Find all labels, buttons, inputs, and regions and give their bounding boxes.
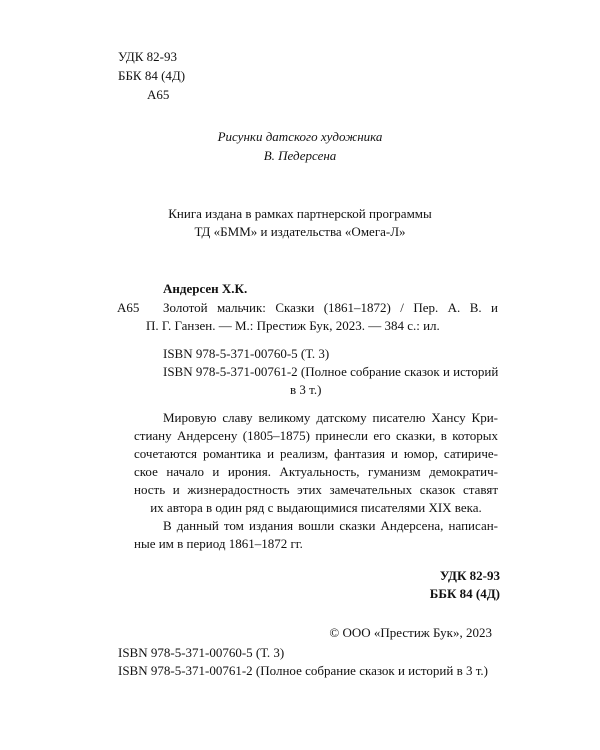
annotation-line: Мировую славу великому датскому писателю Хансу Кри- — [163, 410, 498, 425]
udk-code: УДК 82-93 — [118, 49, 178, 64]
illustrator-credit-line1: Рисунки датского художника — [217, 129, 383, 144]
isbn-collection-cont: в 3 т.) — [290, 382, 322, 397]
annotation-line: их автора в один ряд с выдающимися писателями XIX века. — [150, 500, 482, 515]
partnership-note-line1: Книга издана в рамках партнерской программы — [168, 206, 432, 221]
bbk-code: ББК 84 (4Д) — [118, 68, 186, 83]
isbn-collection: ISBN 978-5-371-00761-2 (Полное собрание сказок и историй — [163, 364, 499, 379]
annotation-line: ское начало и ирония. Актуальность, гуманизм демократич- — [134, 464, 498, 479]
partnership-note-line2: ТД «БММ» и издательства «Омега-Л» — [194, 224, 406, 239]
annotation-line: сочетаются романтика и реализм, фантазия и юмор, сатириче- — [134, 446, 498, 461]
record-author-mark: А65 — [117, 300, 140, 315]
annotation-line: В данный том издания вошли сказки Андерсена, написан- — [163, 518, 498, 533]
bbk-code-bold: ББК 84 (4Д) — [429, 586, 500, 601]
author-heading: Андерсен Х.К. — [163, 281, 248, 296]
annotation-line: ность и жизнерадостность этих замечательных сказок ставят — [134, 482, 498, 497]
illustrator-credit-line2: В. Педерсена — [263, 148, 337, 163]
author-mark: А65 — [147, 87, 170, 102]
isbn-volume: ISBN 978-5-371-00760-5 (Т. 3) — [163, 346, 330, 361]
annotation-line: стиану Андерсену (1805–1875) принесли его сказки, в которых — [134, 428, 498, 443]
annotation-line: ные им в период 1861–1872 гг. — [134, 536, 303, 551]
title-line-2: П. Г. Ганзен. — М.: Престиж Бук, 2023. — 384 с.: ил. — [146, 318, 440, 333]
title-line-1: Золотой мальчик: Сказки (1861–1872) / Пер. А. В. и — [163, 300, 498, 315]
udk-code-bold: УДК 82-93 — [439, 568, 500, 583]
copyright-notice: © ООО «Престиж Бук», 2023 — [329, 625, 492, 640]
footer-isbn-volume: ISBN 978-5-371-00760-5 (Т. 3) — [118, 645, 285, 660]
footer-isbn-collection: ISBN 978-5-371-00761-2 (Полное собрание сказок и историй в 3 т.) — [118, 663, 489, 678]
